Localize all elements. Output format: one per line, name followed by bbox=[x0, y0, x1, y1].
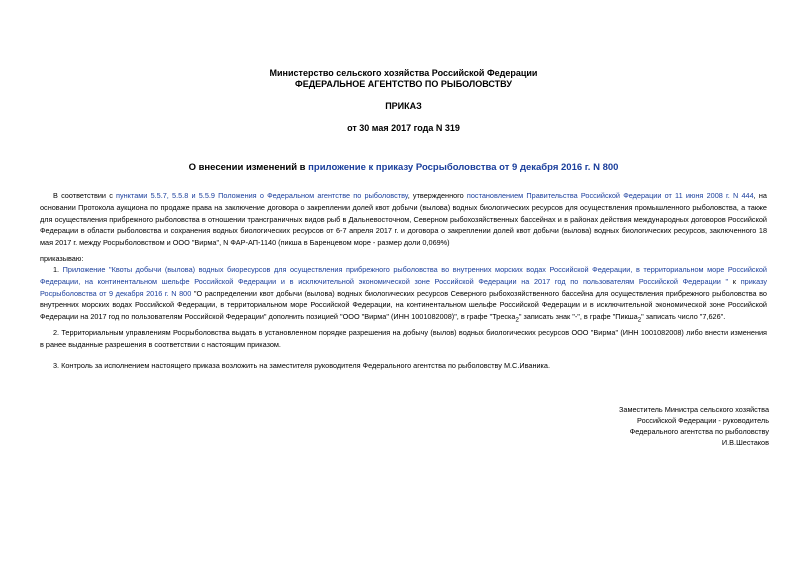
item-2-paragraph: 2. Территориальным управлениям Росрыболовства выдать в установленном порядке разрешения на добычу (вылов) водных биологических ресурсов ООО "Вирма" (ИНН 1001082008) либо внести изменения в ранее выданные разрешения в соответствии с настоящим приказом. bbox=[40, 328, 767, 349]
item-1-text-2: к bbox=[728, 276, 741, 286]
preamble-paragraph bbox=[40, 190, 767, 249]
amended-order-link[interactable]: приложение к приказу Росрыболовства от 9 декабря 2016 г. N 800 bbox=[308, 162, 619, 173]
doc-date-number: от 30 мая 2017 года N 319 bbox=[347, 123, 460, 133]
haddock-footnote-mark: 2 bbox=[637, 316, 642, 324]
item-3-paragraph: 3. Контроль за исполнением настоящего приказа возложить на заместителя руководителя Федерального агентства по рыболовству М.С.Иваника. bbox=[53, 361, 550, 370]
cod-footnote-mark: 2 bbox=[515, 316, 519, 324]
agency-heading: ФЕДЕРАЛЬНОЕ АГЕНТСТВО ПО РЫБОЛОВСТВУ bbox=[295, 79, 512, 89]
signature-block bbox=[619, 404, 769, 448]
preamble-text-2: , утвержденного bbox=[407, 191, 467, 200]
preamble-text-3: , на основании Протокола аукциона по продаже права на заключение договора о закреплении долей квот добычи (вылова) водных биологических ресурсов для осуществления промышленного рыболовства, а также для осуществления прибрежного рыболовства в отношении трансграничных видов рыб в Дальневосточном, Северном рыбохозяйственных бассейнах и в районах действия международных договоров Российской Федерации в области рыболовства и сохранения водных биологических ресурсов от 6-7 апреля 2017 г. и договора о закреплении долей квот добычи (вылова) водных биологических ресурсов, заключенного 18 мая 2017 г. между Росрыболовством и ООО "Вирма", N ФАР-АП-1140 (пикша в Баренцевом море - размер доли 0,069%) bbox=[40, 191, 767, 248]
item-1-number: 1. bbox=[53, 265, 63, 274]
preamble-text-1: В соответствии с bbox=[53, 191, 117, 200]
item-1-text-3: "О распределении квот добычи (вылова) водных биологических ресурсов Северного рыбохозяйственного бассейна для осуществления прибрежного рыболовства во внутренних морских водах Российской Федерации, в территориальном море Российской Федерации, на континентальном шельфе Российской Федерации и в исключительной экономической зоне Российской Федерации на 2017 год по пользователям Российской Федерации" bbox=[40, 288, 767, 322]
appendix-quotas-link[interactable]: Приложение "Квоты добычи (вылова) водных биоресурсов для осуществления прибрежного рыболовства во внутренних морских водах Российской Федерации, в территориальном море Российской Федерации, на континентальном шельфе Российской Федерации и в исключительной экономической зоне Российской Федерации на 2017 год по пользователям Российской Федерации " bbox=[40, 265, 767, 286]
order-800-link[interactable]: приказу Росрыболовства от 9 декабря 2016 г. N 800 bbox=[40, 276, 768, 298]
signature-position-line-2: Российской Федерации - руководитель bbox=[637, 416, 769, 425]
signature-position-line-3: Федерального агентства по рыболовству bbox=[629, 427, 769, 436]
document-title-prefix: О внесении изменений в bbox=[188, 162, 309, 173]
ministry-heading: Министерство сельского хозяйства Российской Федерации bbox=[269, 68, 538, 78]
item-1-text-5: " записать знак "-", в графе "Пикша bbox=[518, 312, 638, 322]
item-1-text-4: дополнить позицией "ООО "Вирма" (ИНН 1001082008)", в графе "Треска bbox=[266, 312, 516, 322]
order-word: приказываю: bbox=[40, 254, 84, 263]
signature-name: И.В.Шестаков bbox=[721, 438, 769, 447]
document-title bbox=[0, 162, 807, 173]
government-decree-link[interactable]: постановлением Правительства Российской Федерации от 11 июня 2008 г. N 444 bbox=[466, 191, 754, 200]
signature-position-line-1: Заместитель Министра сельского хозяйства bbox=[618, 405, 769, 414]
item-1-text-6: " записать число "7,626". bbox=[641, 312, 726, 322]
regulation-points-link[interactable]: пунктами 5.5.7, 5.5.8 и 5.5.9 Положения о Федеральном агентстве по рыболовству bbox=[116, 191, 408, 200]
item-1-paragraph bbox=[40, 264, 767, 326]
doc-type-heading: ПРИКАЗ bbox=[385, 101, 422, 111]
